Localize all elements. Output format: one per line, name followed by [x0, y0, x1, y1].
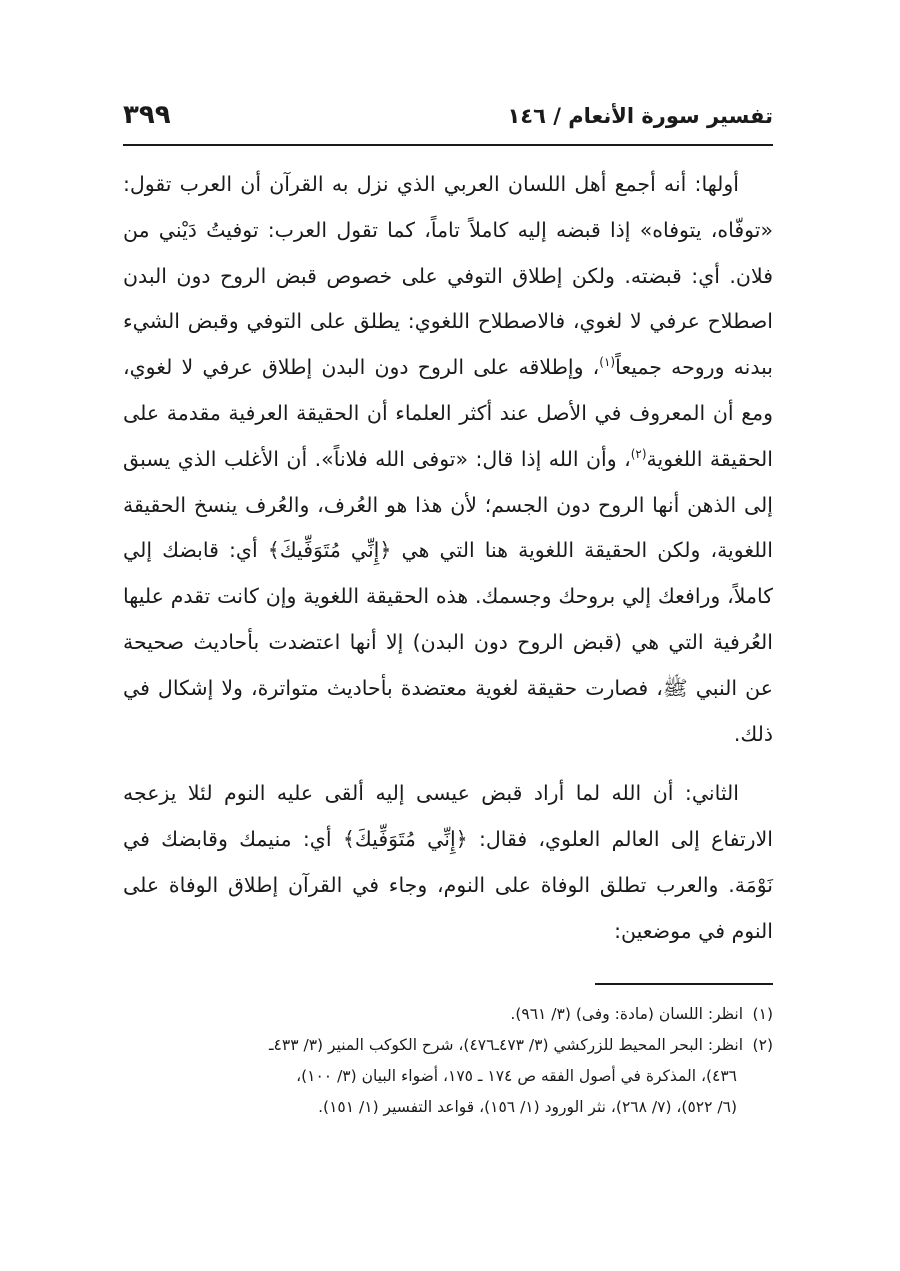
- footnote-text-continued: ٤٣٦)، المذكرة في أصول الفقه ص ١٧٤ ـ ١٧٥، أضواء البيان (٣/ ١٠٠)،: [296, 1066, 737, 1085]
- paragraph-text: ، وإطلاقه على الروح دون البدن إطلاق عرفي لا لغوي، ومع أن المعروف في الأصل عند أكثر العلماء أن الحقيقة العرفية مقدمة على الحقيقة اللغوية: [123, 355, 773, 471]
- paragraph-text: ، وأن الله إذا قال: «توفى الله فلاناً». أن الأغلب الذي يسبق إلى الذهن أنها الروح دون الجسم؛ لأن هذا هو العُرف، والعُرف ينسخ الحقيقة اللغوية، ولكن الحقيقة اللغوية هنا التي هي: [123, 446, 773, 563]
- page-number: ٣٩٩: [123, 100, 171, 130]
- footnote-text-continued: (٦/ ٥٢٢)، (٧/ ٢٦٨)، نثر الورود (١/ ١٥٦)، قواعد التفسير (١/ ١٥١).: [318, 1097, 737, 1116]
- running-header: [123, 100, 773, 146]
- footnote-number: (١): [752, 1004, 773, 1023]
- footnote-divider: [595, 983, 773, 985]
- paragraph-text: أي: منيمك وقابضك في نَوْمَة. والعرب تطلق الوفاة على النوم، وجاء في القرآن إطلاق الوفاة على النوم في موضعين:: [123, 827, 773, 943]
- page: [123, 100, 773, 1123]
- paragraph-second: [123, 771, 773, 954]
- paragraph-text: أي: قابضك إلي كاملاً، ورافعك إلي بروحك وجسمك. هذه الحقيقة اللغوية وإن كانت تقدم عليها العُرفية التي هي (قبض الروح دون البدن) إلا أنها اعتضدت بأحاديث صحيحة عن النبي ﷺ، فصارت حقيقة لغوية معتضدة بأحاديث متواترة، ولا إشكال في ذلك.: [123, 538, 773, 746]
- footnote-ref-2: (٢): [630, 446, 647, 461]
- footnote-number: (٢): [752, 1035, 773, 1054]
- footnote-text: انظر: اللسان (مادة: وفى) (٣/ ٩٦١).: [510, 1004, 743, 1023]
- paragraph-text: أولها: أنه أجمع أهل اللسان العربي الذي نزل به القرآن أن العرب تقول: «توفّاه، يتوفاه» إذا قبضه إليه كاملاً تاماً، كما تقول العرب: توفيتُ دَيْني من فلان. أي: قبضته. ولكن إطلاق التوفي على خصوص قبض الروح دون البدن اصطلاح عرفي لا لغوي، فالاصطلاح اللغوي: يطلق على التوفي وقبض الشيء ببدنه وروحه جميعاً: [123, 172, 773, 380]
- quran-verse: ﴿إِنِّي مُتَوَفِّيكَ﴾: [267, 538, 392, 563]
- footnote-2: [123, 1030, 773, 1123]
- paragraph-first: [123, 162, 773, 757]
- running-title: تفسير سورة الأنعام / ١٤٦: [507, 104, 773, 128]
- quran-verse: ﴿إِنِّي مُتَوَفِّيكَ﴾: [342, 827, 468, 852]
- main-text: [123, 162, 773, 955]
- footnote-ref-1: (١): [599, 355, 616, 370]
- paragraph-text: الثاني: أن الله لما أراد قبض عيسى إليه ألقى عليه النوم لئلا يزعجه الارتفاع إلى العالم العلوي، فقال:: [123, 781, 773, 852]
- footnote-text: انظر: البحر المحيط للزركشي (٣/ ٤٧٣ـ٤٧٦)، شرح الكوكب المنير (٣/ ٤٣٣ـ: [269, 1035, 743, 1054]
- footnotes: [123, 999, 773, 1123]
- footnote-1: [123, 999, 773, 1030]
